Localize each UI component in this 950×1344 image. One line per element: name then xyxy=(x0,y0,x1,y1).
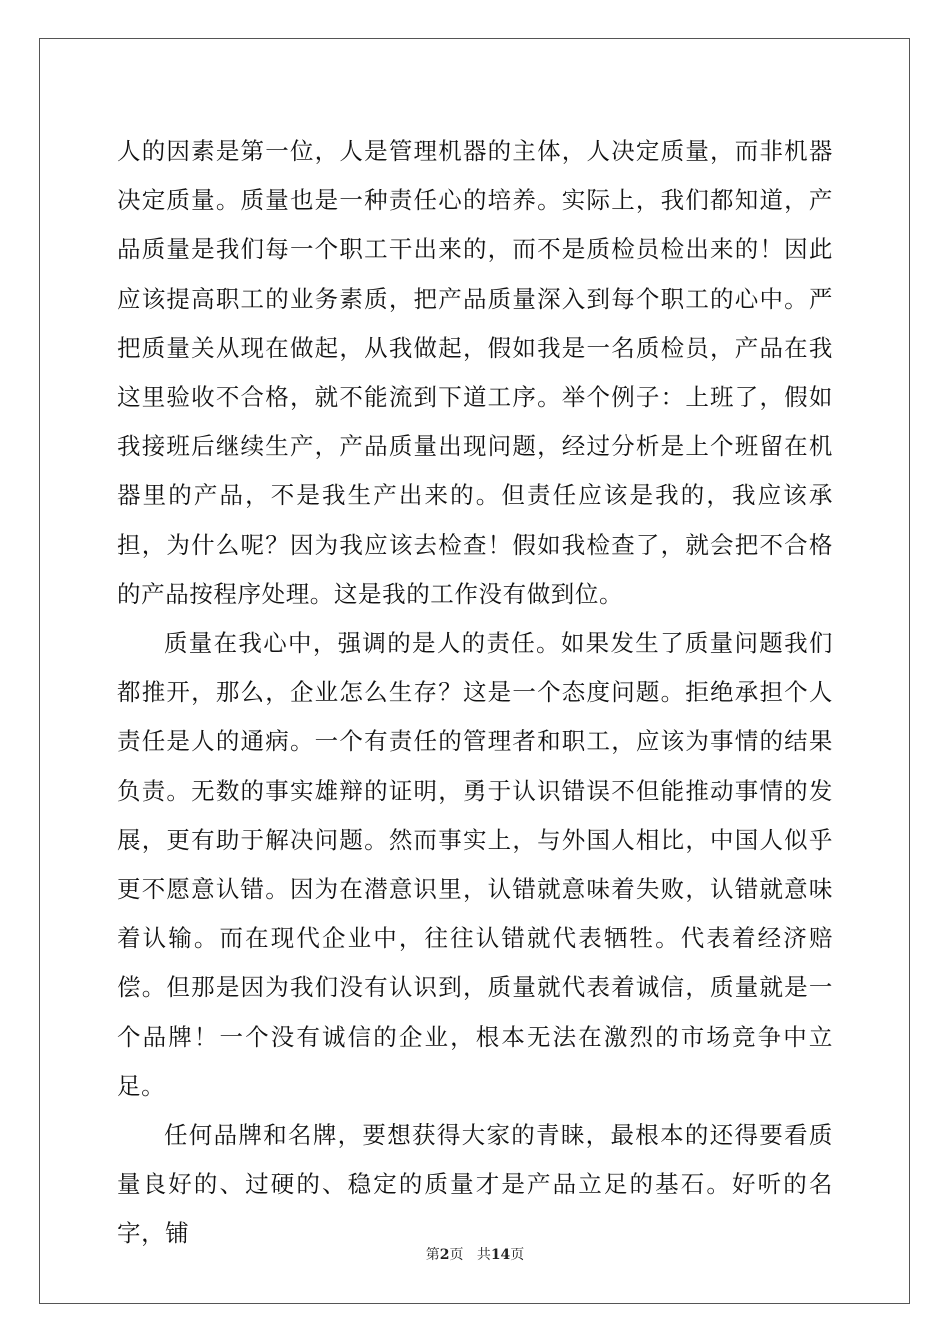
page-prefix: 第 xyxy=(425,1247,440,1263)
page-suffix: 页 xyxy=(449,1247,464,1263)
document-body xyxy=(117,127,833,1259)
paragraph-2: 质量在我心中，强调的是人的责任。如果发生了质量问题我们都推开，那么，企业怎么生存？这是一个态度问题。拒绝承担个人责任是人的通病。一个有责任的管理者和职工，应该为事情的结果负责。无数的事实雄辩的证明，勇于认识错误不但能推动事情的发展，更有助于解决问题。然而事实上，与外国人相比，中国人似乎更不愿意认错。因为在潜意识里，认错就意味着失败，认错就意味着认输。而在现代企业中，往往认错就代表牺牲。代表着经济赔偿。但那是因为我们没有认识到，质量就代表着诚信，质量就是一个品牌！一个没有诚信的企业，根本无法在激烈的市场竞争中立足。 xyxy=(117,629,833,1100)
total-suffix: 页 xyxy=(510,1247,525,1263)
total-prefix: 共 xyxy=(476,1247,491,1263)
paragraph-3: 任何品牌和名牌，要想获得大家的青睐，最根本的还得要看质量良好的、过硬的、稳定的质量才是产品立足的基石。好听的名字，铺 xyxy=(117,1121,833,1248)
page-total: 14 xyxy=(490,1247,511,1263)
page-current: 2 xyxy=(439,1247,450,1263)
paragraph-1: 人的因素是第一位，人是管理机器的主体，人决定质量，而非机器决定质量。质量也是一种责任心的培养。实际上，我们都知道，产品质量是我们每一个职工干出来的，而不是质检员检出来的！因此应该提高职工的业务素质，把产品质量深入到每个职工的心中。严把质量关从现在做起，从我做起，假如我是一名质检员，产品在我这里验收不合格，就不能流到下道工序。举个例子：上班了，假如我接班后继续生产，产品质量出现问题，经过分析是上个班留在机器里的产品，不是我生产出来的。但责任应该是我的，我应该承担，为什么呢？因为我应该去检查！假如我检查了，就会把不合格的产品按程序处理。这是我的工作没有做到位。 xyxy=(117,137,833,608)
page-footer xyxy=(0,1244,950,1264)
